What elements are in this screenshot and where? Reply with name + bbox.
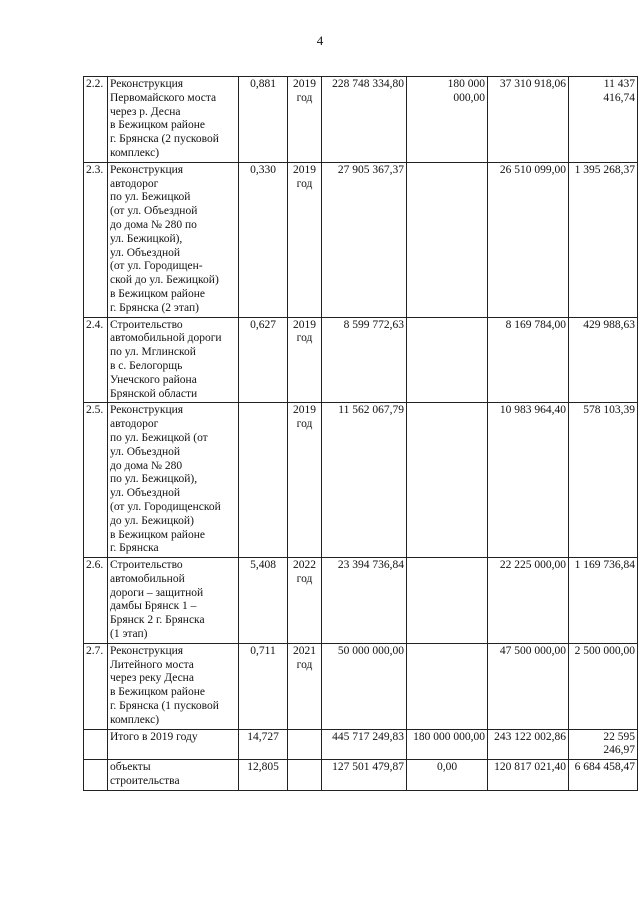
object-name-line: ул. Бежицкой), [110, 232, 183, 245]
regional-amount: 8 169 784,00 [488, 317, 569, 403]
object-name-line: (от ул. Объездной [110, 205, 198, 218]
year [288, 77, 322, 163]
federal-amount [407, 643, 488, 729]
year [288, 403, 322, 558]
year-line: 2022 [293, 559, 316, 572]
construction-label-line: строительства [110, 775, 180, 788]
regional-amount: 10 983 964,40 [488, 403, 569, 558]
federal-amount [407, 77, 488, 163]
year [288, 643, 322, 729]
object-name-line: автодорог [110, 418, 159, 431]
year-line: год [296, 91, 313, 104]
year-line: 2019 [293, 163, 316, 176]
local-amount: 1 395 268,37 [569, 162, 638, 317]
length-km: 0,881 [239, 77, 288, 163]
local-amount [569, 77, 638, 163]
length-km: 0,627 [239, 317, 288, 403]
object-name-line: комплекс) [110, 146, 160, 159]
object-name-line: (1 этап) [110, 628, 148, 641]
total-amount: 8 599 772,63 [322, 317, 407, 403]
object-name [108, 317, 239, 403]
local-amount: 429 988,63 [569, 317, 638, 403]
year-line: год [296, 332, 313, 345]
year [288, 317, 322, 403]
year-line: 2019 [293, 318, 316, 331]
regional-amount: 47 500 000,00 [488, 643, 569, 729]
total-amount: 228 748 334,80 [322, 77, 407, 163]
row-number: 2.2. [84, 77, 108, 163]
object-name [108, 77, 239, 163]
year [288, 760, 322, 791]
object-name-line: автодорог [110, 177, 159, 190]
object-name [108, 643, 239, 729]
table-row [84, 162, 638, 317]
object-name-line: до ул. Бежицкой) [110, 514, 194, 527]
object-name-line: в с. Белогорщь [110, 359, 183, 372]
federal-amount: 0,00 [407, 760, 488, 791]
object-name-line: через реку Десна [110, 672, 194, 685]
local-amount: 2 500 000,00 [569, 643, 638, 729]
row-number: 2.7. [84, 643, 108, 729]
object-name-line: Литейного моста [110, 658, 194, 671]
year-line: год [296, 572, 313, 585]
row-number [84, 729, 108, 760]
totals-label: Итого в 2019 году [108, 729, 239, 760]
total-amount: 27 905 367,37 [322, 162, 407, 317]
object-name-line: г. Брянска (1 пусковой [110, 700, 219, 713]
totals-row [84, 729, 638, 760]
table-row [84, 643, 638, 729]
object-name-line: Реконструкция [110, 404, 184, 417]
object-name-line: Брянской области [110, 387, 198, 400]
table-row [84, 558, 638, 644]
federal-amount [407, 317, 488, 403]
year-line: год [296, 418, 313, 431]
row-number: 2.5. [84, 403, 108, 558]
length-km [239, 403, 288, 558]
object-name-line: по ул. Мглинской [110, 346, 196, 359]
object-name [108, 162, 239, 317]
table-row [84, 403, 638, 558]
object-name-line: Первомайского моста [110, 91, 217, 104]
object-name-line: г. Брянска (2 этап) [110, 301, 199, 314]
federal-amount: 180 000 000,00 [407, 729, 488, 760]
object-name-line: ул. Объездной [110, 246, 181, 259]
row-number [84, 760, 108, 791]
object-name-line: по ул. Бежицкой [110, 191, 191, 204]
length-km: 12,805 [239, 760, 288, 791]
object-name-line: г. Брянска (2 пусковой [110, 133, 219, 146]
federal-amount-line: 180 000 [447, 78, 485, 90]
year [288, 162, 322, 317]
row-number: 2.6. [84, 558, 108, 644]
year-line: 2019 [293, 78, 316, 90]
regional-amount: 120 817 021,40 [488, 760, 569, 791]
object-name-line: до дома № 280 по [110, 218, 197, 231]
object-name-line: Строительство [110, 559, 183, 572]
regional-amount: 26 510 099,00 [488, 162, 569, 317]
length-km: 0,711 [239, 643, 288, 729]
total-amount: 11 562 067,79 [322, 403, 407, 558]
regional-amount: 37 310 918,06 [488, 77, 569, 163]
object-name-line: г. Брянска [110, 542, 159, 555]
object-name-line: в Бежицком районе [110, 528, 205, 541]
table-row [84, 317, 638, 403]
local-amount-line: 416,74 [603, 91, 635, 104]
total-amount: 127 501 479,87 [322, 760, 407, 791]
object-name-line: по ул. Бежицкой (от [110, 431, 208, 444]
year-line: год [296, 177, 313, 190]
object-name-line: ул. Объездной [110, 487, 181, 500]
federal-amount-line: 000,00 [453, 91, 485, 104]
length-km: 0,330 [239, 162, 288, 317]
total-amount: 445 717 249,83 [322, 729, 407, 760]
year-line: год [296, 658, 313, 671]
local-amount: 1 169 736,84 [569, 558, 638, 644]
object-name-line: ской до ул. Бежицкой) [110, 274, 219, 287]
object-name-line: по ул. Бежицкой), [110, 473, 198, 486]
length-km: 5,408 [239, 558, 288, 644]
object-name-line: Строительство [110, 318, 183, 331]
length-km: 14,727 [239, 729, 288, 760]
object-name-line: в Бежицком районе [110, 119, 205, 132]
object-name-line: Реконструкция [110, 644, 184, 657]
federal-amount [407, 403, 488, 558]
object-name-line: Унечского района [110, 373, 197, 386]
regional-amount: 22 225 000,00 [488, 558, 569, 644]
object-name-line: (от ул. Городищен- [110, 260, 203, 273]
row-number: 2.4. [84, 317, 108, 403]
object-name-line: до дома № 280 [110, 459, 183, 472]
object-name-line: комплекс) [110, 713, 160, 726]
object-name-line: через р. Десна [110, 105, 181, 118]
row-number: 2.3. [84, 162, 108, 317]
object-name-line: в Бежицком районе [110, 287, 205, 300]
construction-label [108, 760, 239, 791]
local-amount: 22 595 246,97 [569, 729, 638, 760]
year-line: 2019 [293, 404, 316, 417]
object-name-line: Реконструкция [110, 78, 184, 90]
construction-row [84, 760, 638, 791]
construction-label-line: объекты [110, 761, 151, 774]
page-number: 4 [316, 33, 324, 48]
local-amount-line: 11 437 [603, 78, 635, 90]
object-name [108, 403, 239, 558]
total-amount: 50 000 000,00 [322, 643, 407, 729]
object-name-line: Брянск 2 г. Брянска [110, 614, 205, 627]
table-row [84, 77, 638, 163]
object-name-line: автомобильной [110, 572, 185, 585]
year [288, 729, 322, 760]
object-name-line: дамбы Брянск 1 – [110, 600, 197, 613]
federal-amount [407, 162, 488, 317]
object-name [108, 558, 239, 644]
object-name-line: автомобильной дороги [110, 332, 222, 345]
local-amount: 6 684 458,47 [569, 760, 638, 791]
object-name-line: Реконструкция [110, 163, 184, 176]
local-amount: 578 103,39 [569, 403, 638, 558]
table-body [84, 77, 638, 791]
object-name-line: ул. Объездной [110, 445, 181, 458]
budget-table [83, 76, 638, 791]
object-name-line: дороги – защитной [110, 586, 204, 599]
federal-amount [407, 558, 488, 644]
year [288, 558, 322, 644]
year-line: 2021 [293, 644, 316, 657]
regional-amount: 243 122 002,86 [488, 729, 569, 760]
total-amount: 23 394 736,84 [322, 558, 407, 644]
object-name-line: (от ул. Городищенской [110, 500, 221, 513]
object-name-line: в Бежицком районе [110, 686, 205, 699]
